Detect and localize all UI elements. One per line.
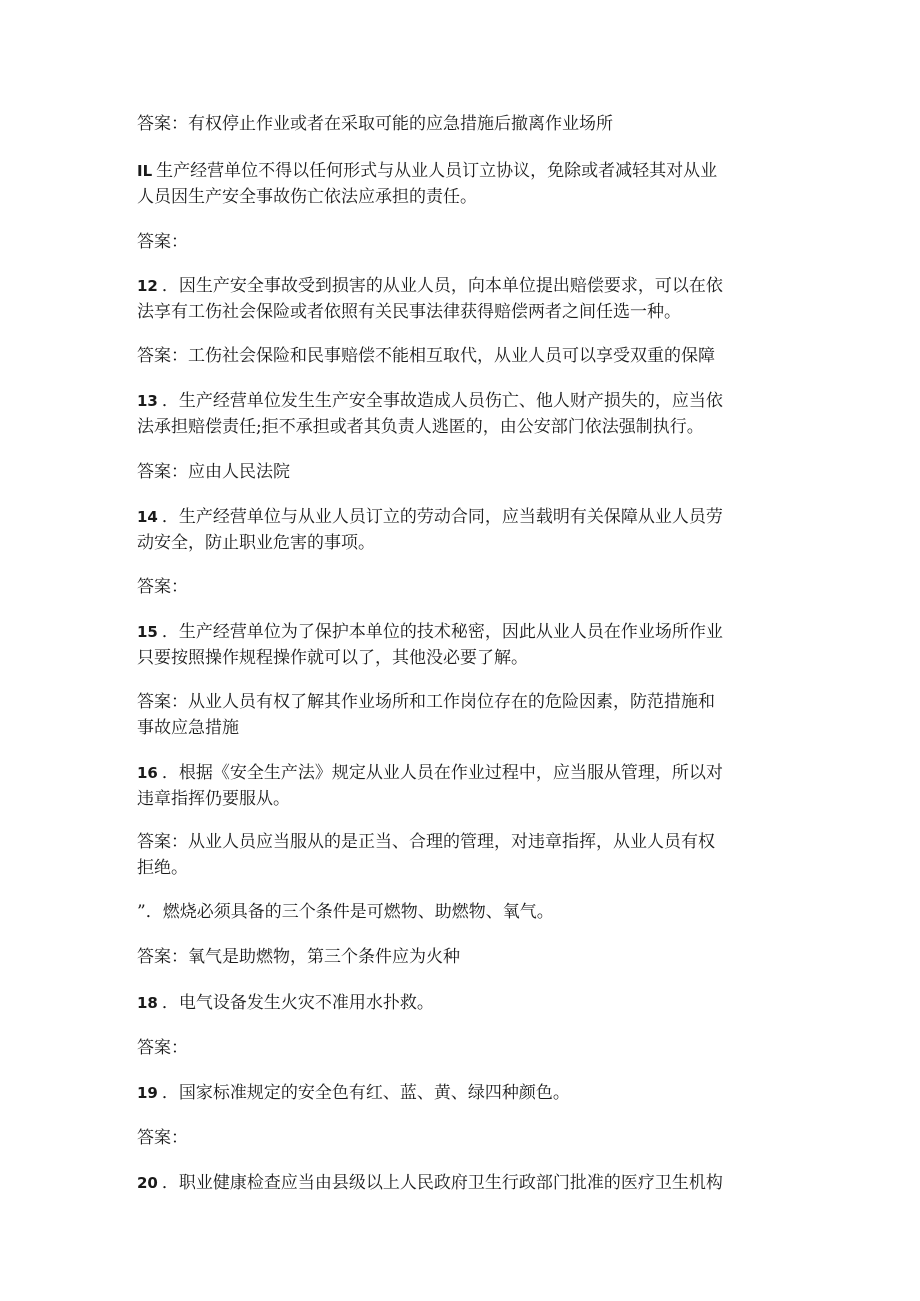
question-13: 13 ．生产经营单位发生生产安全事故造成人员伤亡、他人财产损失的，应当依 法承担赔偿责任;拒不承担或者其负责人逃匿的，由公安部门依法强制执行。: [137, 391, 723, 437]
answer-11: 答案：: [137, 232, 188, 252]
question-number: 15: [137, 623, 158, 641]
answer-14: 答案：: [137, 577, 188, 597]
question-14: 14 ．生产经营单位与从业人员订立的劳动合同，应当载明有关保障从业人员劳 动安全，防止职业危害的事项。: [137, 507, 723, 553]
question-number: 20: [137, 1174, 158, 1192]
question-11: IL 生产经营单位不得以任何形式与从业人员订立协议，免除或者减轻其对从业 人员因生产安全事故伤亡依法应承担的责任。: [137, 161, 718, 207]
answer-10: 答案：有权停止作业或者在采取可能的应急措施后撤离作业场所: [137, 114, 613, 134]
question-number: IL: [137, 162, 153, 180]
answer-16: 答案：从业人员应当服从的是正当、合理的管理，对违章指挥，从业人员有权 拒绝。: [137, 832, 715, 878]
question-number: 19: [137, 1084, 158, 1102]
question-19: 19 ．国家标准规定的安全色有红、蓝、黄、绿四种颜色。: [137, 1083, 570, 1103]
question-number: 13: [137, 392, 158, 410]
question-15: 15 ．生产经营单位为了保护本单位的技术秘密，因此从业人员在作业场所作业 只要按照操作规程操作就可以了，其他没必要了解。: [137, 622, 723, 668]
question-17: ”．燃烧必须具备的三个条件是可燃物、助燃物、氧气。: [137, 902, 554, 922]
question-16: 16 ．根据《安全生产法》规定从业人员在作业过程中，应当服从管理，所以对 违章指挥仍要服从。: [137, 763, 723, 809]
answer-17: 答案：氧气是助燃物，第三个条件应为火种: [137, 947, 460, 967]
question-number: 16: [137, 764, 158, 782]
answer-18: 答案：: [137, 1038, 188, 1058]
question-number: 14: [137, 508, 158, 526]
answer-15: 答案：从业人员有权了解其作业场所和工作岗位存在的危险因素，防范措施和 事故应急措施: [137, 692, 715, 738]
question-18: 18 ．电气设备发生火灾不准用水扑救。: [137, 993, 434, 1013]
question-20: 20 ．职业健康检查应当由县级以上人民政府卫生行政部门批准的医疗卫生机构: [137, 1173, 723, 1193]
answer-19: 答案：: [137, 1128, 188, 1148]
question-12: 12 ．因生产安全事故受到损害的从业人员，向本单位提出赔偿要求，可以在依 法享有工伤社会保险或者依照有关民事法律获得赔偿两者之间任选一种。: [137, 276, 723, 322]
answer-13: 答案：应由人民法院: [137, 462, 290, 482]
answer-12: 答案：工伤社会保险和民事赔偿不能相互取代，从业人员可以享受双重的保障: [137, 346, 715, 366]
question-number: 12: [137, 277, 158, 295]
question-number: 18: [137, 994, 158, 1012]
